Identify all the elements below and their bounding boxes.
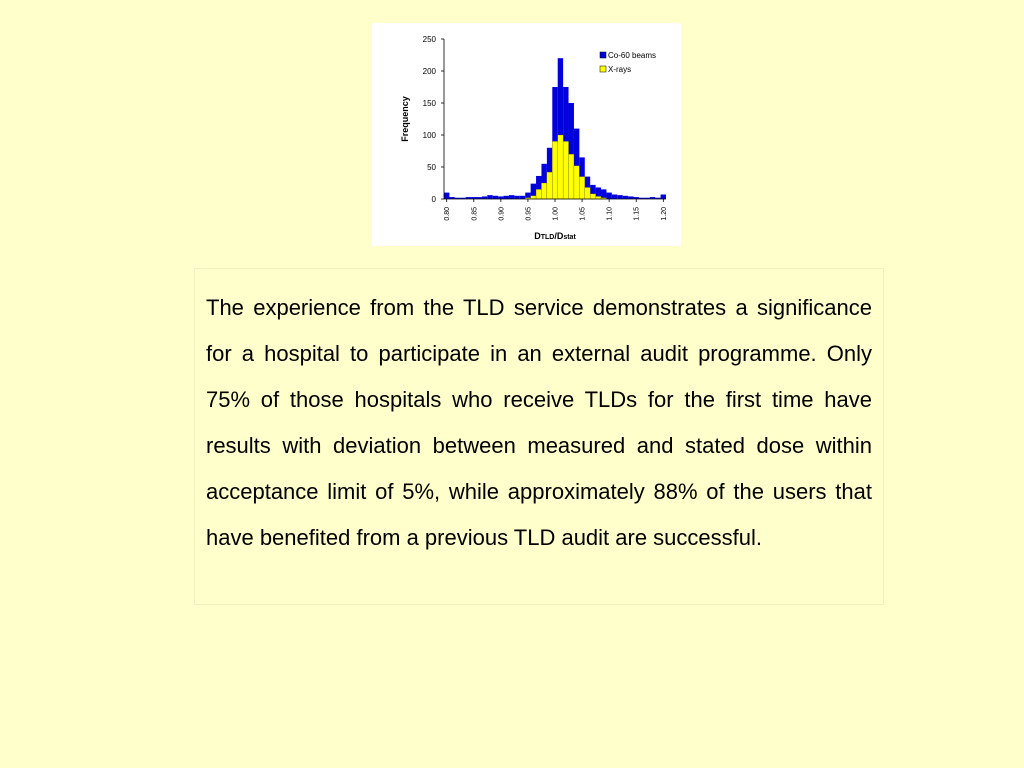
x-tick-label: 1.15 — [633, 207, 641, 221]
bar-co60 — [601, 189, 606, 199]
bar-co60 — [514, 196, 519, 199]
bar-xrays — [536, 189, 541, 199]
bar-xrays — [552, 141, 557, 199]
x-axis-label-mid: /D — [554, 231, 564, 241]
x-axis-label — [534, 231, 576, 241]
bar-co60 — [623, 196, 628, 199]
legend-swatch-xrays — [600, 66, 606, 72]
bar-xrays — [579, 177, 584, 199]
x-tick-label: 1.00 — [552, 207, 560, 221]
bar-co60 — [612, 195, 617, 199]
legend-swatch-co60 — [600, 52, 606, 58]
y-axis-label: Frequency — [400, 96, 410, 142]
y-tick-label: 200 — [422, 67, 436, 76]
bar-xrays — [531, 196, 536, 199]
legend — [600, 51, 656, 74]
x-tick-label: 1.05 — [579, 207, 587, 221]
plot-area — [423, 35, 668, 221]
y-tick-label: 0 — [431, 195, 436, 204]
histogram-svg — [372, 23, 681, 246]
bar-xrays — [574, 166, 579, 199]
x-tick-label: 1.20 — [660, 207, 668, 221]
x-axis-label-main: D — [534, 231, 541, 241]
bar-xrays — [569, 154, 574, 199]
bar-co60 — [493, 196, 498, 199]
y-tick-label: 150 — [422, 99, 436, 108]
bar-xrays — [585, 187, 590, 199]
x-tick-label: 0.85 — [471, 207, 479, 221]
y-tick-label: 50 — [427, 163, 436, 172]
bar-xrays — [563, 141, 568, 199]
legend-label-xrays: X-rays — [608, 65, 632, 74]
bar-xrays — [547, 172, 552, 199]
bar-xrays — [590, 194, 595, 199]
text-box — [194, 268, 884, 605]
x-tick-label: 0.95 — [525, 207, 533, 221]
bar-co60 — [509, 195, 514, 199]
x-axis-label-sub1: TLD — [540, 234, 555, 241]
bar-co60 — [606, 193, 611, 199]
bar-co60 — [487, 195, 492, 199]
bar-co60 — [617, 195, 622, 199]
y-tick-label: 250 — [422, 35, 436, 44]
bar-xrays — [541, 183, 546, 199]
bar-co60 — [504, 196, 509, 199]
bar-co60 — [661, 195, 666, 199]
x-tick-label: 1.10 — [606, 207, 614, 221]
x-axis-label-sub2: stat — [563, 234, 576, 241]
y-tick-label: 100 — [422, 131, 436, 140]
bar-xrays — [558, 135, 563, 199]
body-paragraph: The experience from the TLD service demonstrates a significance for a hospital to participate in an external audit programme. Only 75% of those hospitals who receive TLDs for the first time have results with deviation between measured and stated dose within acceptance limit of 5%, while approximately 88% of the users that have benefited from a previous TLD audit are successful. — [206, 295, 872, 550]
legend-label-co60: Co-60 beams — [608, 51, 657, 60]
x-tick-label: 0.80 — [444, 207, 452, 221]
x-tick-label: 0.90 — [498, 207, 506, 221]
histogram-chart — [372, 23, 681, 246]
bar-co60 — [444, 193, 449, 199]
bar-co60 — [520, 196, 525, 199]
